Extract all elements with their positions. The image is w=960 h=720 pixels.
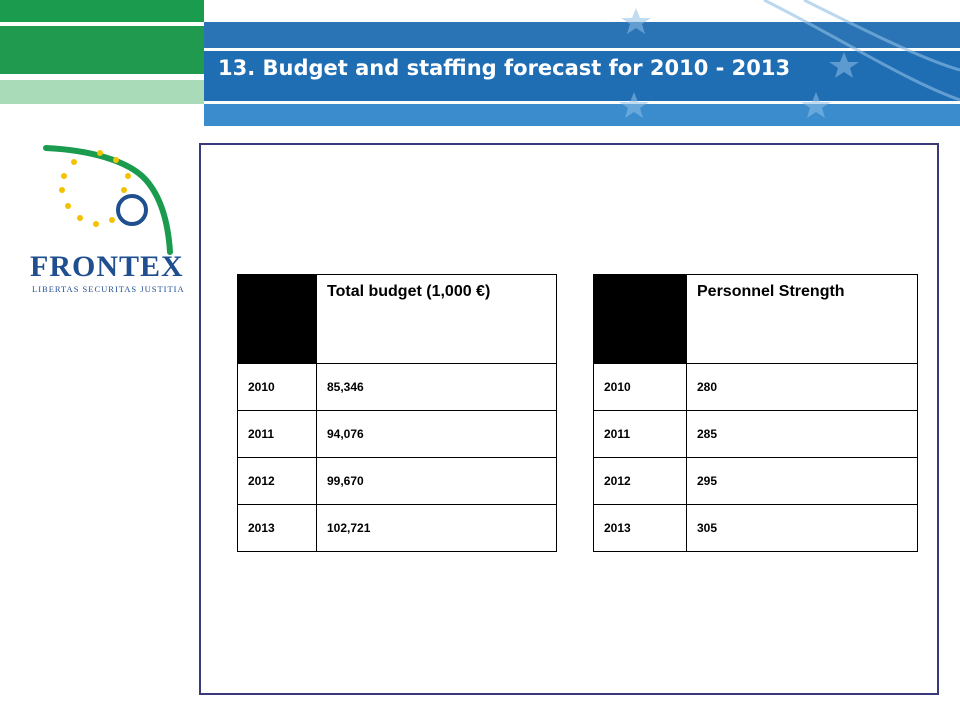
stripe-top <box>0 0 204 22</box>
logo-ring-icon <box>118 196 146 224</box>
table-row <box>594 458 918 505</box>
budget-value-cell: 85,346 <box>317 364 557 411</box>
budget-header: Total budget (1,000 €) <box>317 275 557 364</box>
stripe-bottom <box>0 80 204 104</box>
table-row <box>238 411 557 458</box>
banner-star-icon <box>801 92 831 118</box>
budget-value-cell: 94,076 <box>317 411 557 458</box>
year-cell: 2011 <box>594 411 687 458</box>
logo-star-icon <box>59 187 65 193</box>
table-row <box>594 505 918 552</box>
header-corner-cell <box>594 275 687 364</box>
budget-value-cell: 99,670 <box>317 458 557 505</box>
staff-value-cell: 285 <box>687 411 918 458</box>
banner-star-icon <box>619 92 649 118</box>
table-row <box>594 411 918 458</box>
table-row <box>238 364 557 411</box>
staff-value-cell: 280 <box>687 364 918 411</box>
logo-arc <box>46 148 170 252</box>
table-header-row <box>238 275 557 364</box>
table-row <box>238 458 557 505</box>
logo-star-icon <box>61 173 67 179</box>
year-cell: 2013 <box>594 505 687 552</box>
table-row <box>594 364 918 411</box>
staff-value-cell: 305 <box>687 505 918 552</box>
year-cell: 2012 <box>238 458 317 505</box>
logo-star-icon <box>121 187 127 193</box>
logo-star-icon <box>65 203 71 209</box>
banner-star-icon <box>621 8 651 34</box>
header-corner-cell <box>238 275 317 364</box>
staff-table <box>593 274 918 552</box>
logo-star-icon <box>97 150 103 156</box>
staff-header: Personnel Strength <box>687 275 918 364</box>
stripe-middle <box>0 26 204 74</box>
logo-star-icon <box>113 157 119 163</box>
page-title: 13. Budget and staffing forecast for 2010 - 2013 <box>218 56 791 80</box>
table-header-row <box>594 275 918 364</box>
logo-star-icon <box>125 173 131 179</box>
year-cell: 2010 <box>594 364 687 411</box>
logo-star-icon <box>109 217 115 223</box>
logo-star-icon <box>71 159 77 165</box>
logo-star-icon <box>93 221 99 227</box>
year-cell: 2011 <box>238 411 317 458</box>
budget-value-cell: 102,721 <box>317 505 557 552</box>
budget-table <box>237 274 557 552</box>
banner-star-icon <box>829 52 859 78</box>
table-row <box>238 505 557 552</box>
logo-wordmark: FRONTEX <box>30 250 184 283</box>
logo-motto: LIBERTAS SECURITAS JUSTITIA <box>32 284 185 294</box>
year-cell: 2012 <box>594 458 687 505</box>
year-cell: 2013 <box>238 505 317 552</box>
logo-star-icon <box>77 215 83 221</box>
staff-value-cell: 295 <box>687 458 918 505</box>
year-cell: 2010 <box>238 364 317 411</box>
title-banner <box>204 0 960 126</box>
